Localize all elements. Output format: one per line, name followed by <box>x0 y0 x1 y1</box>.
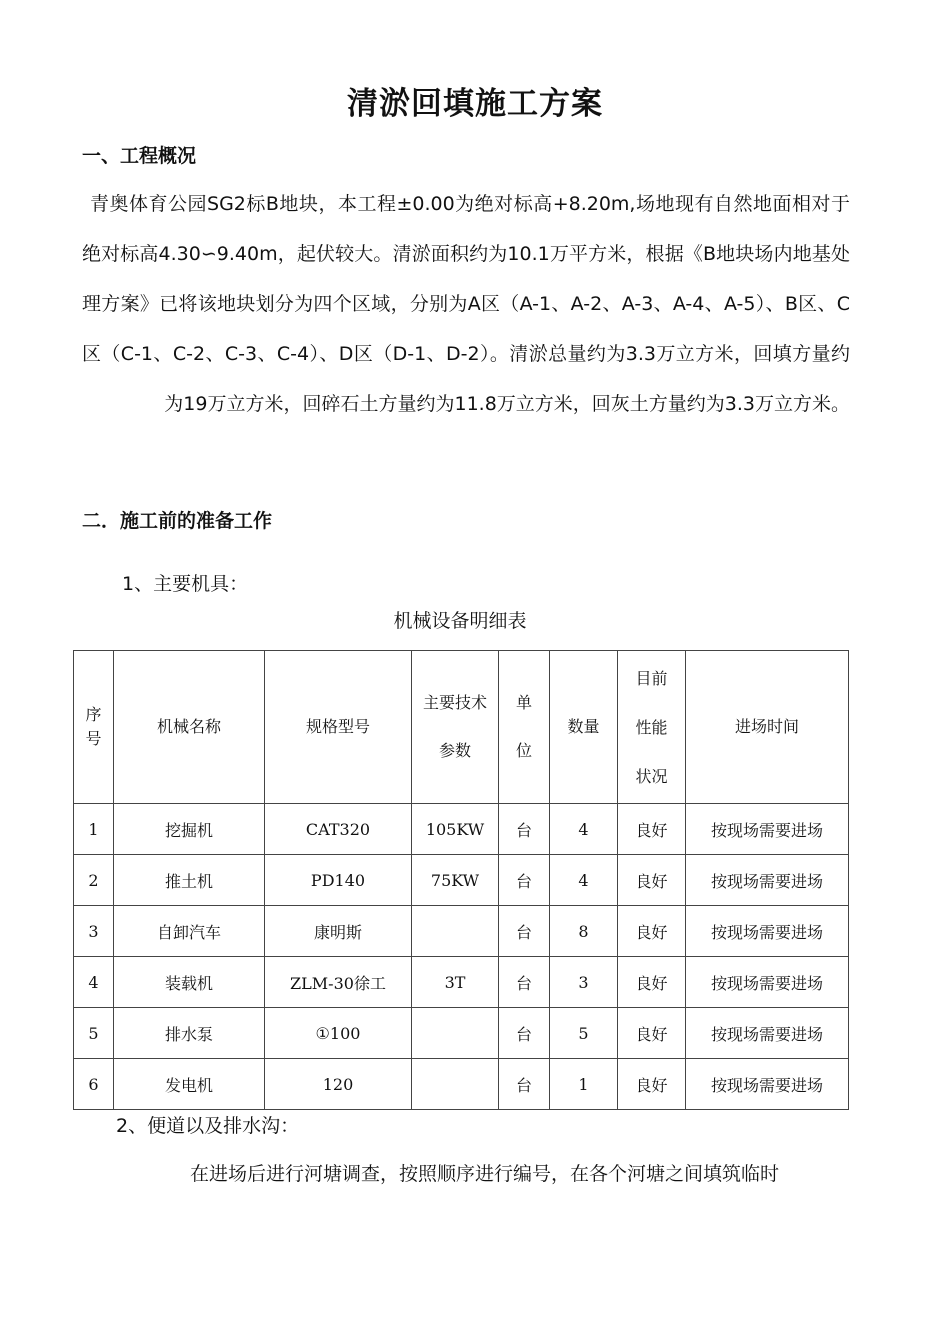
cell-entry-time: 按现场需要进场 <box>686 804 849 855</box>
header-cell: 序号 <box>74 651 114 804</box>
header-cell: 规格型号 <box>265 651 412 804</box>
cell-quantity: 3 <box>550 957 618 1008</box>
table-caption: 机械设备明细表 <box>393 610 527 632</box>
table-header-row <box>74 651 849 804</box>
cell-unit: 台 <box>499 1008 550 1059</box>
cell-machine-name: 发电机 <box>114 1059 265 1110</box>
cell-machine-name: 装载机 <box>114 957 265 1008</box>
cell-index: 6 <box>74 1059 114 1110</box>
cell-entry-time: 按现场需要进场 <box>686 957 849 1008</box>
cell-quantity: 4 <box>550 804 618 855</box>
cell-parameter <box>412 906 499 957</box>
cell-condition: 良好 <box>618 1008 686 1059</box>
table-row <box>74 906 849 957</box>
cell-model: 120 <box>265 1059 412 1110</box>
cell-machine-name: 自卸汽车 <box>114 906 265 957</box>
cell-index: 5 <box>74 1008 114 1059</box>
cell-index: 3 <box>74 906 114 957</box>
item-main-equipment: 1、主要机具： <box>122 573 249 595</box>
table-row <box>74 804 849 855</box>
cell-index: 4 <box>74 957 114 1008</box>
header-cell: 主要技术参数 <box>412 651 499 804</box>
cell-unit: 台 <box>499 1059 550 1110</box>
cell-unit: 台 <box>499 906 550 957</box>
cell-condition: 良好 <box>618 804 686 855</box>
cell-quantity: 4 <box>550 855 618 906</box>
cell-condition: 良好 <box>618 855 686 906</box>
header-cell: 数量 <box>550 651 618 804</box>
cell-entry-time: 按现场需要进场 <box>686 906 849 957</box>
cell-model: ZLM-30徐工 <box>265 957 412 1008</box>
cell-entry-time: 按现场需要进场 <box>686 1059 849 1110</box>
cell-machine-name: 排水泵 <box>114 1008 265 1059</box>
cell-quantity: 1 <box>550 1059 618 1110</box>
cell-model: ①100 <box>265 1008 412 1059</box>
table-row <box>74 957 849 1008</box>
header-cell: 进场时间 <box>686 651 849 804</box>
section-heading-overview: 一、工程概况 <box>82 145 197 167</box>
cell-parameter: 105KW <box>412 804 499 855</box>
section-heading-preparation: 二．施工前的准备工作 <box>82 510 273 532</box>
header-cell: 单位 <box>499 651 550 804</box>
cell-model: 康明斯 <box>265 906 412 957</box>
cell-entry-time: 按现场需要进场 <box>686 855 849 906</box>
cell-condition: 良好 <box>618 957 686 1008</box>
cell-condition: 良好 <box>618 1059 686 1110</box>
cell-unit: 台 <box>499 855 550 906</box>
table-row <box>74 1008 849 1059</box>
cell-parameter: 75KW <box>412 855 499 906</box>
cell-condition: 良好 <box>618 906 686 957</box>
cell-parameter: 3T <box>412 957 499 1008</box>
cell-machine-name: 推土机 <box>114 855 265 906</box>
table-row <box>74 1059 849 1110</box>
cell-unit: 台 <box>499 957 550 1008</box>
cell-index: 2 <box>74 855 114 906</box>
cell-parameter <box>412 1059 499 1110</box>
cell-quantity: 5 <box>550 1008 618 1059</box>
page-title: 清淤回填施工方案 <box>347 86 603 122</box>
cell-model: CAT320 <box>265 804 412 855</box>
table-row <box>74 855 849 906</box>
cell-quantity: 8 <box>550 906 618 957</box>
header-cell: 机械名称 <box>114 651 265 804</box>
cell-machine-name: 挖掘机 <box>114 804 265 855</box>
access-road-paragraph: 在进场后进行河塘调查，按照顺序进行编号，在各个河塘之间填筑临时 <box>190 1163 780 1185</box>
cell-unit: 台 <box>499 804 550 855</box>
cell-parameter <box>412 1008 499 1059</box>
cell-model: PD140 <box>265 855 412 906</box>
equipment-table <box>73 650 849 1110</box>
header-cell: 目前性能状况 <box>618 651 686 804</box>
overview-paragraph: 青奥体育公园SG2标B地块，本工程±0.00为绝对标高+8.20m,场地现有自然地面相对于绝对标高4.30∽9.40m，起伏较大。清淤面积约为10.1万平方米，根据《B地块场内地基处理方案》已将该地块划分为四个区域，分别为A区（A-1、A-2、A-3、A-4、A-5）、B区、C区（C-1、C-2、C-3、C-4）、D区（D-1、D-2）。清淤总量约为3.3万立方米，回填方量约为19万立方米，回碎石土方量约为11.8万立方米，回灰土方量约为3.3万立方米。 <box>82 193 850 415</box>
cell-entry-time: 按现场需要进场 <box>686 1008 849 1059</box>
cell-index: 1 <box>74 804 114 855</box>
item-access-road-drainage: 2、便道以及排水沟： <box>116 1115 300 1137</box>
